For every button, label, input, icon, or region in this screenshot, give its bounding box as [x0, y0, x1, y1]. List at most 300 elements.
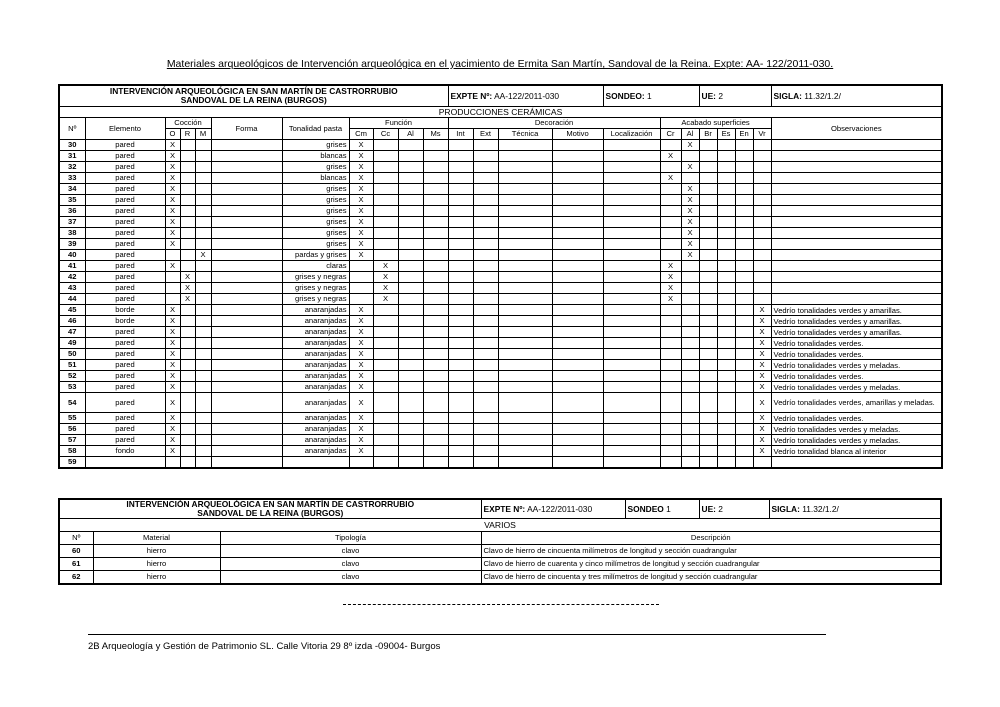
- row-dec-int: [448, 393, 473, 413]
- row-dec-localizacion: [603, 305, 660, 316]
- row-dec-localizacion: [603, 316, 660, 327]
- header-acabado-vr: Vr: [753, 129, 771, 140]
- row-acabado-al: [681, 360, 699, 371]
- row-tonalidad: anaranjadas: [282, 424, 349, 435]
- row-coccion-m: [195, 206, 211, 217]
- row-tonalidad: anaranjadas: [282, 316, 349, 327]
- row-elemento: pared: [85, 360, 165, 371]
- row-acabado-en: [735, 393, 753, 413]
- row-acabado-br: [699, 316, 717, 327]
- row-funcion-ms: [423, 424, 448, 435]
- row-coccion-m: [195, 162, 211, 173]
- row-acabado-al: [681, 283, 699, 294]
- row-acabado-en: [735, 261, 753, 272]
- row-funcion-al: [398, 140, 423, 151]
- row-dec-motivo: [552, 217, 603, 228]
- row-acabado-en: [735, 294, 753, 305]
- row-acabado-vr: X: [753, 435, 771, 446]
- row-funcion-cm: X: [349, 382, 373, 393]
- row-dec-ext: [473, 435, 498, 446]
- row-coccion-r: [180, 250, 195, 261]
- row-dec-tecnica: [498, 424, 552, 435]
- row-coccion-r: [180, 305, 195, 316]
- row-funcion-ms: [423, 305, 448, 316]
- row-funcion-ms: [423, 283, 448, 294]
- row-funcion-ms: [423, 382, 448, 393]
- header-coccion-r: R: [180, 129, 195, 140]
- row-dec-tecnica: [498, 206, 552, 217]
- row-dec-int: [448, 283, 473, 294]
- table-row: [59, 349, 942, 360]
- row-dec-ext: [473, 173, 498, 184]
- row-elemento: pared: [85, 206, 165, 217]
- row-acabado-cr: [660, 305, 681, 316]
- row-dec-int: [448, 217, 473, 228]
- row-funcion-cc: [373, 217, 398, 228]
- row-dec-motivo: [552, 338, 603, 349]
- row-num: 44: [59, 294, 85, 305]
- row-coccion-o: X: [165, 206, 180, 217]
- table-row: [59, 228, 942, 239]
- header-funcion-cm: Cm: [349, 129, 373, 140]
- row-acabado-cr: X: [660, 283, 681, 294]
- row-acabado-es: [717, 250, 735, 261]
- row-dec-ext: [473, 250, 498, 261]
- row-coccion-r: [180, 228, 195, 239]
- row-acabado-br: [699, 250, 717, 261]
- row-funcion-cc: [373, 140, 398, 151]
- row-coccion-m: [195, 173, 211, 184]
- row-dec-localizacion: [603, 413, 660, 424]
- row-acabado-al: [681, 305, 699, 316]
- row-elemento: borde: [85, 316, 165, 327]
- row-coccion-r: X: [180, 272, 195, 283]
- row-dec-motivo: [552, 206, 603, 217]
- row-forma: [211, 349, 282, 360]
- row-dec-int: [448, 349, 473, 360]
- row-funcion-cc: [373, 162, 398, 173]
- row-coccion-r: [180, 195, 195, 206]
- table-row: [59, 558, 941, 571]
- header-decoracion-int: Int: [448, 129, 473, 140]
- row-dec-ext: [473, 371, 498, 382]
- row-num: 38: [59, 228, 85, 239]
- row-observaciones: [771, 457, 942, 469]
- row-dec-tecnica: [498, 413, 552, 424]
- row-dec-int: [448, 195, 473, 206]
- row-num: 31: [59, 151, 85, 162]
- document-title: Materiales arqueológicos de Intervención arqueológica en el yacimiento de Ermita San Martín, Sandoval de la Reina. Expte: AA- 122/2011-030.: [166, 58, 834, 70]
- row-funcion-cm: X: [349, 327, 373, 338]
- row-dec-motivo: [552, 435, 603, 446]
- row-funcion-al: [398, 371, 423, 382]
- row-dec-ext: [473, 349, 498, 360]
- row-num: 52: [59, 371, 85, 382]
- header-acabado-al: Al: [681, 129, 699, 140]
- row-acabado-br: [699, 338, 717, 349]
- row-acabado-cr: [660, 239, 681, 250]
- row-acabado-es: [717, 424, 735, 435]
- row-descripcion: Clavo de hierro de cuarenta y cinco milímetros de longitud y sección cuadrangular: [481, 558, 941, 571]
- intervention-title-line2: SANDOVAL DE LA REINA (BURGOS): [180, 95, 327, 105]
- row-tonalidad: [282, 457, 349, 469]
- row-dec-tecnica: [498, 173, 552, 184]
- row-funcion-al: [398, 283, 423, 294]
- row-acabado-al: [681, 382, 699, 393]
- row-acabado-vr: X: [753, 393, 771, 413]
- row-funcion-cc: X: [373, 272, 398, 283]
- header-decoracion-localizacion: Localización: [603, 129, 660, 140]
- row-acabado-al: [681, 272, 699, 283]
- row-acabado-en: [735, 360, 753, 371]
- row-dec-ext: [473, 424, 498, 435]
- row-coccion-o: X: [165, 413, 180, 424]
- row-funcion-cc: [373, 151, 398, 162]
- row-observaciones: Vedrío tonalidades verdes y meladas.: [771, 435, 942, 446]
- row-tonalidad: anaranjadas: [282, 349, 349, 360]
- header-funcion: Función: [349, 118, 448, 129]
- row-dec-motivo: [552, 184, 603, 195]
- row-coccion-m: [195, 327, 211, 338]
- row-acabado-al: [681, 349, 699, 360]
- row-funcion-cc: [373, 435, 398, 446]
- row-funcion-al: [398, 162, 423, 173]
- ue-cell-2: [699, 499, 769, 519]
- row-tonalidad: anaranjadas: [282, 382, 349, 393]
- row-dec-tecnica: [498, 151, 552, 162]
- row-coccion-m: [195, 446, 211, 457]
- row-acabado-en: [735, 382, 753, 393]
- row-acabado-br: [699, 140, 717, 151]
- row-num: 40: [59, 250, 85, 261]
- row-coccion-o: [165, 283, 180, 294]
- row-funcion-al: [398, 305, 423, 316]
- row-dec-tecnica: [498, 195, 552, 206]
- row-dec-ext: [473, 294, 498, 305]
- table-row: [59, 435, 942, 446]
- row-dec-localizacion: [603, 435, 660, 446]
- row-acabado-vr: X: [753, 446, 771, 457]
- row-dec-localizacion: [603, 206, 660, 217]
- row-acabado-vr: X: [753, 327, 771, 338]
- header-forma: Forma: [211, 118, 282, 140]
- row-acabado-cr: [660, 371, 681, 382]
- row-elemento: pared: [85, 382, 165, 393]
- row-acabado-en: [735, 413, 753, 424]
- row-coccion-o: X: [165, 228, 180, 239]
- table-row: [59, 184, 942, 195]
- row-dec-int: [448, 250, 473, 261]
- row-dec-ext: [473, 195, 498, 206]
- row-funcion-ms: [423, 239, 448, 250]
- row-funcion-cm: X: [349, 195, 373, 206]
- row-dec-motivo: [552, 250, 603, 261]
- row-elemento: pared: [85, 283, 165, 294]
- row-num: 45: [59, 305, 85, 316]
- row-dec-tecnica: [498, 228, 552, 239]
- row-funcion-cc: [373, 184, 398, 195]
- row-funcion-cc: [373, 371, 398, 382]
- row-num: 41: [59, 261, 85, 272]
- row-observaciones: Vedrío tonalidades verdes.: [771, 349, 942, 360]
- row-coccion-m: [195, 228, 211, 239]
- row-observaciones: Vedrío tonalidades verdes y meladas.: [771, 424, 942, 435]
- row-forma: [211, 195, 282, 206]
- sigla-value-2: 11.32/1.2/: [802, 503, 839, 514]
- row-funcion-cm: [349, 272, 373, 283]
- row-num: 35: [59, 195, 85, 206]
- row-coccion-o: X: [165, 173, 180, 184]
- row-acabado-vr: [753, 457, 771, 469]
- row-acabado-al: X: [681, 195, 699, 206]
- row-tipologia: clavo: [220, 545, 481, 558]
- row-funcion-ms: [423, 162, 448, 173]
- row-acabado-es: [717, 316, 735, 327]
- row-tonalidad: anaranjadas: [282, 327, 349, 338]
- row-acabado-al: [681, 327, 699, 338]
- row-funcion-cc: X: [373, 283, 398, 294]
- row-dec-int: [448, 435, 473, 446]
- row-elemento: pared: [85, 393, 165, 413]
- row-funcion-cm: X: [349, 162, 373, 173]
- row-acabado-vr: X: [753, 371, 771, 382]
- row-observaciones: [771, 206, 942, 217]
- row-forma: [211, 446, 282, 457]
- row-acabado-al: X: [681, 228, 699, 239]
- row-dec-ext: [473, 184, 498, 195]
- row-acabado-al: [681, 413, 699, 424]
- row-tonalidad: anaranjadas: [282, 446, 349, 457]
- table-row: [59, 217, 942, 228]
- table-row: [59, 250, 942, 261]
- row-funcion-ms: [423, 413, 448, 424]
- row-num: 49: [59, 338, 85, 349]
- row-funcion-cc: [373, 382, 398, 393]
- row-dec-localizacion: [603, 140, 660, 151]
- header-num-2: Nº: [59, 532, 93, 545]
- row-acabado-vr: [753, 206, 771, 217]
- row-num: 39: [59, 239, 85, 250]
- row-tonalidad: grises: [282, 140, 349, 151]
- row-coccion-r: [180, 239, 195, 250]
- row-dec-ext: [473, 327, 498, 338]
- row-coccion-m: [195, 283, 211, 294]
- row-funcion-ms: [423, 294, 448, 305]
- row-acabado-cr: [660, 327, 681, 338]
- row-forma: [211, 140, 282, 151]
- row-funcion-cc: [373, 305, 398, 316]
- row-acabado-vr: [753, 195, 771, 206]
- row-elemento: pared: [85, 140, 165, 151]
- row-forma: [211, 316, 282, 327]
- row-acabado-br: [699, 294, 717, 305]
- row-acabado-br: [699, 371, 717, 382]
- row-elemento: pared: [85, 250, 165, 261]
- row-funcion-cm: [349, 457, 373, 469]
- row-num: 37: [59, 217, 85, 228]
- row-dec-motivo: [552, 173, 603, 184]
- row-observaciones: [771, 151, 942, 162]
- row-acabado-al: X: [681, 217, 699, 228]
- row-tonalidad: grises: [282, 206, 349, 217]
- row-tonalidad: grises y negras: [282, 283, 349, 294]
- sigla-cell: [771, 85, 942, 107]
- row-dec-localizacion: [603, 184, 660, 195]
- row-acabado-al: X: [681, 184, 699, 195]
- table-row: [59, 206, 942, 217]
- row-funcion-cm: X: [349, 173, 373, 184]
- row-dec-localizacion: [603, 261, 660, 272]
- row-dec-int: [448, 382, 473, 393]
- row-descripcion: Clavo de hierro de cincuenta y tres milímetros de longitud y sección cuadrangular: [481, 571, 941, 585]
- sondeo-cell: [603, 85, 699, 107]
- row-acabado-es: [717, 228, 735, 239]
- row-acabado-en: [735, 424, 753, 435]
- row-forma: [211, 424, 282, 435]
- row-acabado-br: [699, 261, 717, 272]
- row-dec-localizacion: [603, 327, 660, 338]
- row-acabado-al: [681, 261, 699, 272]
- row-elemento: pared: [85, 184, 165, 195]
- row-forma: [211, 151, 282, 162]
- sigla-label-2: SIGLA:: [771, 503, 800, 514]
- row-acabado-vr: X: [753, 338, 771, 349]
- row-funcion-cm: X: [349, 228, 373, 239]
- row-coccion-m: [195, 338, 211, 349]
- row-observaciones: Vedrío tonalidad blanca al interior: [771, 446, 942, 457]
- row-dec-tecnica: [498, 294, 552, 305]
- row-elemento: pared: [85, 349, 165, 360]
- row-dec-tecnica: [498, 371, 552, 382]
- row-acabado-br: [699, 228, 717, 239]
- row-acabado-al: [681, 435, 699, 446]
- row-acabado-cr: X: [660, 272, 681, 283]
- row-funcion-ms: [423, 206, 448, 217]
- row-dec-motivo: [552, 413, 603, 424]
- row-acabado-es: [717, 206, 735, 217]
- row-dec-int: [448, 162, 473, 173]
- table-row: [59, 305, 942, 316]
- sondeo-cell-2: [625, 499, 699, 519]
- row-num: 55: [59, 413, 85, 424]
- intervention-title-2-line1: INTERVENCIÓN ARQUEOLÓGICA EN SAN MARTÍN DE CASTRORRUBIO: [126, 499, 415, 509]
- row-dec-localizacion: [603, 371, 660, 382]
- row-acabado-es: [717, 457, 735, 469]
- row-tipologia: clavo: [220, 558, 481, 571]
- row-coccion-m: [195, 272, 211, 283]
- row-dec-motivo: [552, 283, 603, 294]
- row-acabado-en: [735, 173, 753, 184]
- row-observaciones: [771, 140, 942, 151]
- row-dec-ext: [473, 338, 498, 349]
- row-tonalidad: anaranjadas: [282, 393, 349, 413]
- row-acabado-br: [699, 424, 717, 435]
- row-coccion-r: [180, 162, 195, 173]
- row-dec-localizacion: [603, 424, 660, 435]
- row-coccion-m: [195, 360, 211, 371]
- row-acabado-es: [717, 272, 735, 283]
- table-row: [59, 261, 942, 272]
- row-dec-motivo: [552, 151, 603, 162]
- row-acabado-vr: [753, 184, 771, 195]
- row-acabado-cr: [660, 217, 681, 228]
- ue-cell: [699, 85, 771, 107]
- row-num: 51: [59, 360, 85, 371]
- footer-rule: [88, 634, 826, 635]
- row-dec-motivo: [552, 228, 603, 239]
- row-elemento: pared: [85, 217, 165, 228]
- row-funcion-cc: [373, 393, 398, 413]
- row-elemento: pared: [85, 338, 165, 349]
- row-dec-tecnica: [498, 184, 552, 195]
- row-dec-localizacion: [603, 228, 660, 239]
- row-funcion-ms: [423, 261, 448, 272]
- row-forma: [211, 327, 282, 338]
- row-dec-int: [448, 261, 473, 272]
- row-funcion-al: [398, 382, 423, 393]
- intervention-title-2-line2: SANDOVAL DE LA REINA (BURGOS): [197, 508, 344, 518]
- row-observaciones: Vedrío tonalidades verdes.: [771, 338, 942, 349]
- row-coccion-o: X: [165, 424, 180, 435]
- row-coccion-r: [180, 173, 195, 184]
- row-dec-int: [448, 446, 473, 457]
- row-acabado-vr: X: [753, 349, 771, 360]
- row-forma: [211, 239, 282, 250]
- row-acabado-br: [699, 435, 717, 446]
- row-dec-ext: [473, 206, 498, 217]
- row-dec-int: [448, 413, 473, 424]
- row-funcion-cc: [373, 413, 398, 424]
- row-coccion-o: X: [165, 360, 180, 371]
- row-forma: [211, 338, 282, 349]
- row-dec-tecnica: [498, 283, 552, 294]
- row-acabado-cr: X: [660, 173, 681, 184]
- header-funcion-ms: Ms: [423, 129, 448, 140]
- row-coccion-m: [195, 316, 211, 327]
- row-acabado-es: [717, 413, 735, 424]
- row-funcion-al: [398, 316, 423, 327]
- row-acabado-en: [735, 371, 753, 382]
- row-dec-ext: [473, 217, 498, 228]
- row-funcion-cm: X: [349, 217, 373, 228]
- row-coccion-m: [195, 261, 211, 272]
- row-num: 61: [59, 558, 93, 571]
- row-funcion-al: [398, 239, 423, 250]
- row-acabado-al: X: [681, 250, 699, 261]
- row-dec-localizacion: [603, 457, 660, 469]
- row-funcion-cm: X: [349, 239, 373, 250]
- row-coccion-r: [180, 184, 195, 195]
- row-funcion-cm: [349, 294, 373, 305]
- row-tonalidad: pardas y grises: [282, 250, 349, 261]
- row-dec-motivo: [552, 371, 603, 382]
- row-tonalidad: blancas: [282, 151, 349, 162]
- row-elemento: pared: [85, 413, 165, 424]
- row-dec-tecnica: [498, 435, 552, 446]
- row-funcion-ms: [423, 272, 448, 283]
- row-observaciones: [771, 217, 942, 228]
- row-dec-ext: [473, 283, 498, 294]
- row-dec-tecnica: [498, 382, 552, 393]
- ceramics-table: [58, 84, 943, 469]
- row-dec-int: [448, 140, 473, 151]
- row-tonalidad: grises y negras: [282, 294, 349, 305]
- row-tipologia: clavo: [220, 571, 481, 585]
- row-coccion-m: [195, 184, 211, 195]
- row-num: 46: [59, 316, 85, 327]
- row-acabado-vr: X: [753, 382, 771, 393]
- row-acabado-es: [717, 327, 735, 338]
